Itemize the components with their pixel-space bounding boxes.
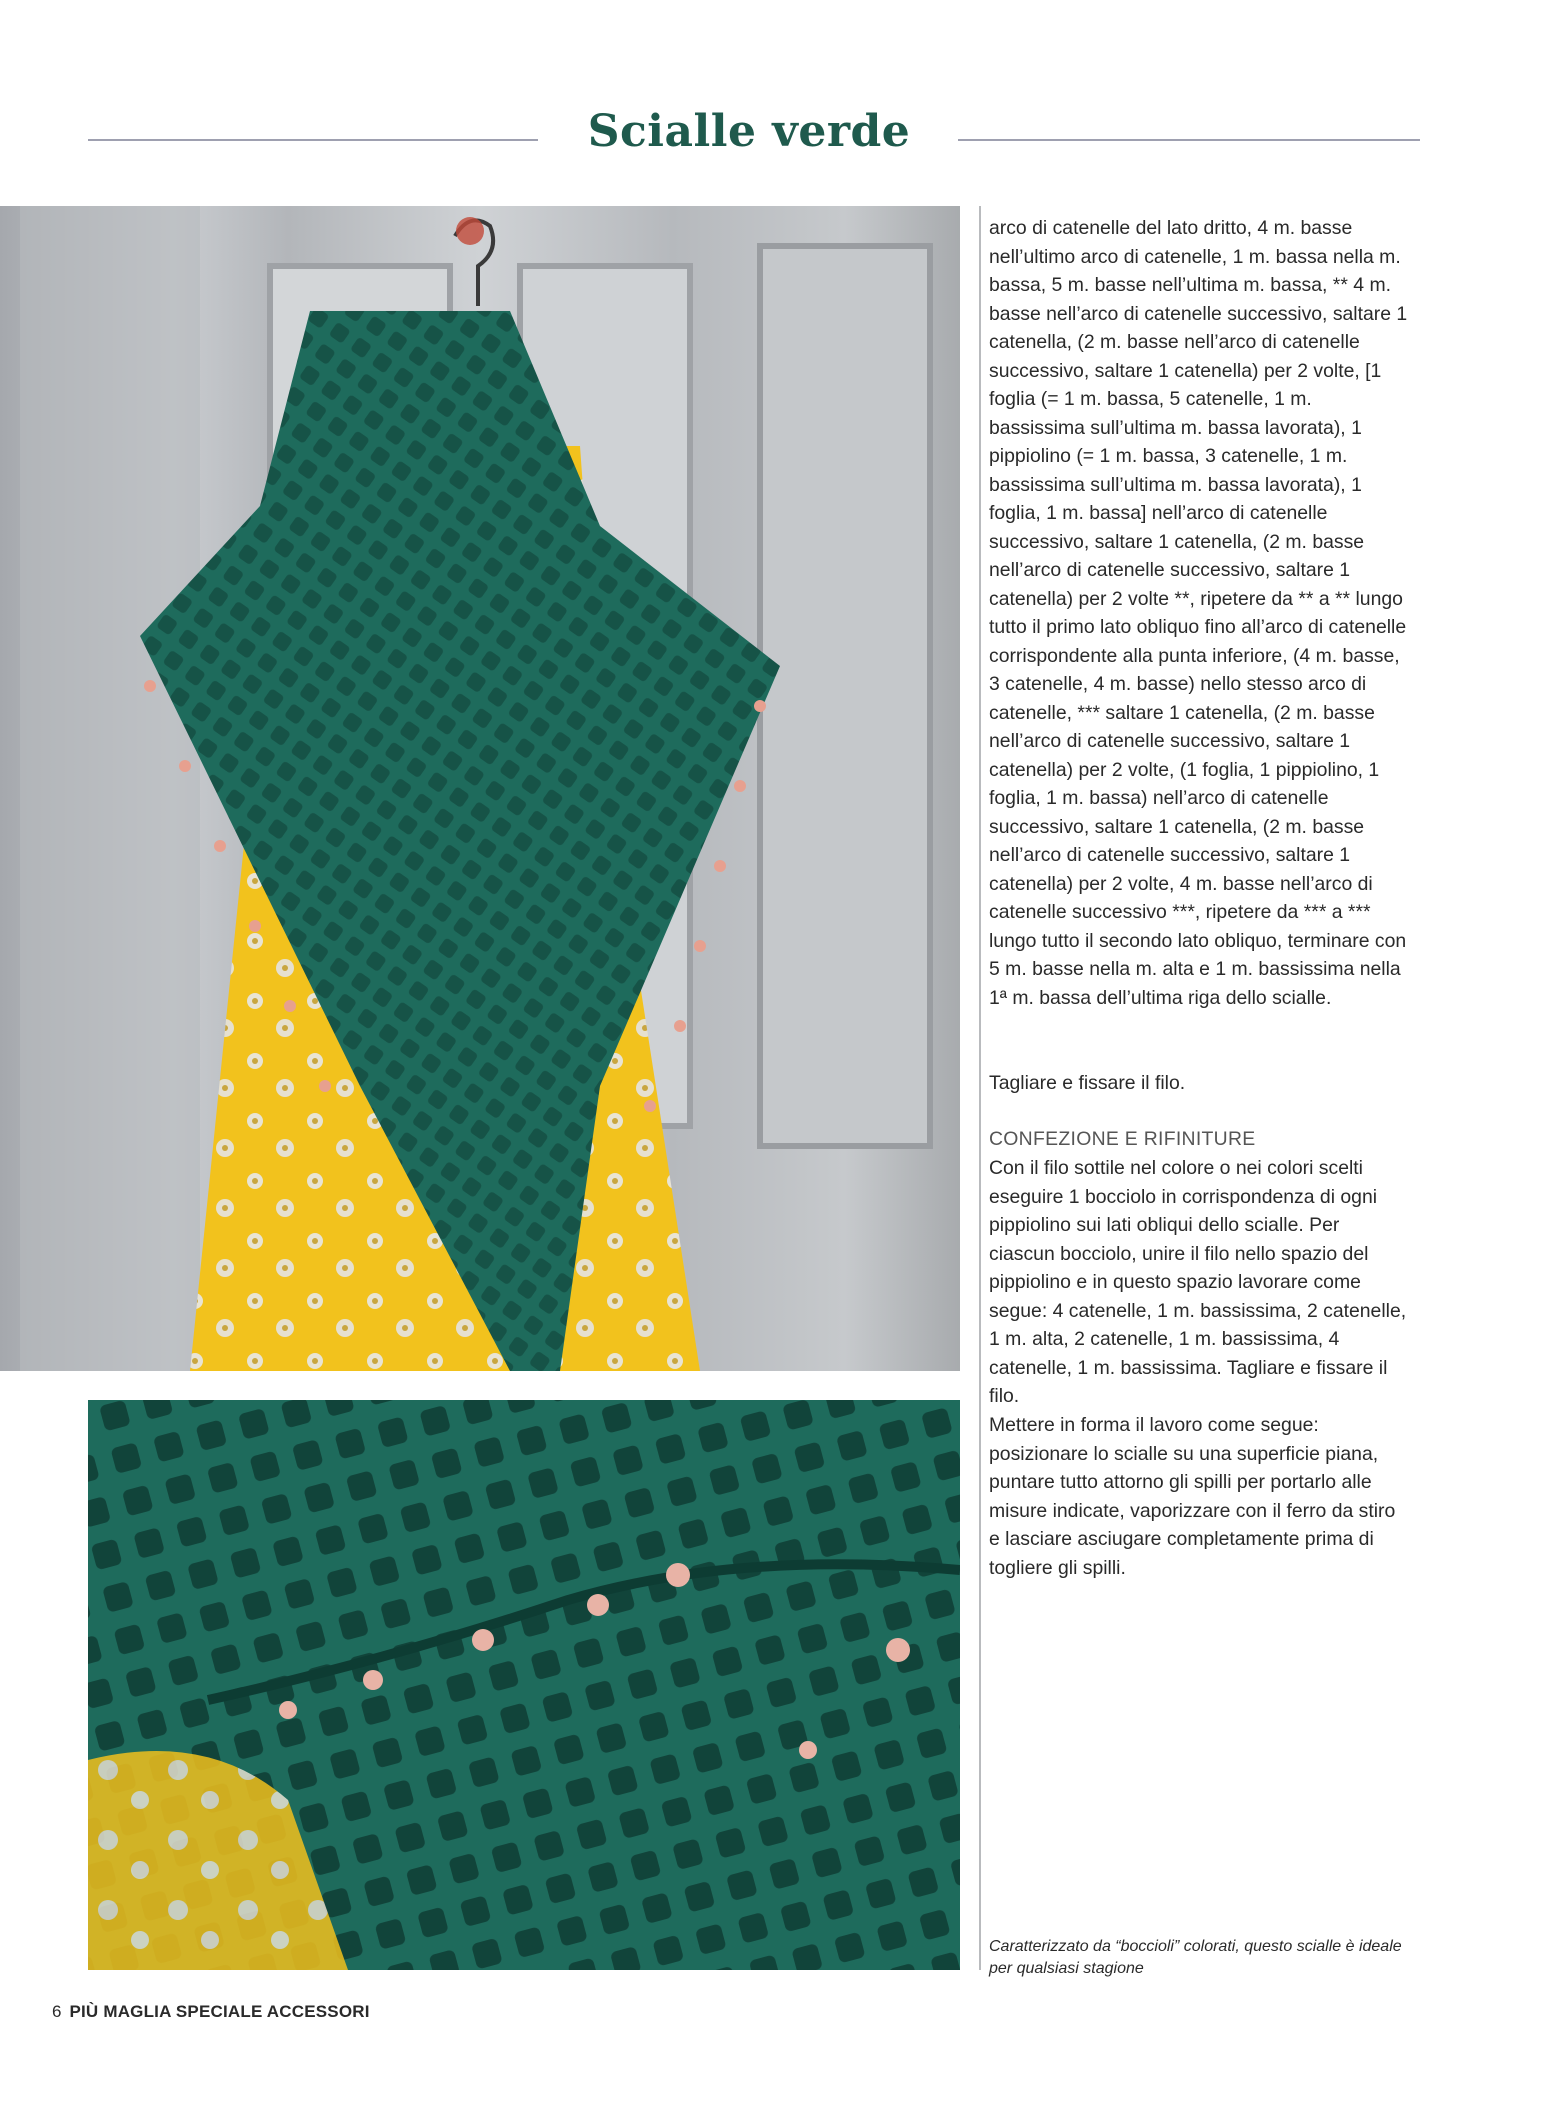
- instructions-paragraph-2: Tagliare e fissare il filo.: [989, 1072, 1186, 1094]
- page-number: 6: [52, 2002, 62, 2021]
- header-rule-right: [958, 139, 1420, 141]
- lace-detail-photo: [88, 1400, 960, 1970]
- photo-caption: Caratterizzato da “boccioli” colorati, questo scialle è ideale per qualsiasi stagione: [989, 1938, 1402, 1977]
- column-divider: [979, 206, 981, 1970]
- finishing-section-heading: CONFEZIONE E RIFINITURE: [989, 1128, 1256, 1150]
- publication-name: PIÙ MAGLIA SPECIALE ACCESSORI: [69, 2002, 370, 2021]
- page-footer: [52, 2002, 370, 2022]
- shawl-hanging-photo: [0, 206, 960, 1371]
- header-rule-left: [88, 139, 538, 141]
- instructions-paragraph-1: arco di catenelle del lato dritto, 4 m. basse nell’ultimo arco di catenelle, 1 m. bassa nella m. bassa, 5 m. basse nell’ultima m. bassa, ** 4 m. basse nell’arco di catenelle successivo, saltare 1 catenella, (2 m. basse nell’arco di catenelle successivo, saltare 1 catenella) per 2 volte, [1 foglia (= 1 m. bassa, 5 catenelle, 1 m. bassissima sull’ultima m. bassa lavorata), 1 pippiolino (= 1 m. bassa, 3 catenelle, 1 m. bassissima sull’ultima m. bassa lavorata), 1 foglia, 1 m. bassa] nell’arco di catenelle successivo, saltare 1 catenella, (2 m. basse nell’arco di catenelle successivo, saltare 1 catenella) per 2 volte **, ripetere da ** a ** lungo tutto il primo lato obliquo fino all’arco di catenelle corrispondente alla punta inferiore, (4 m. basse, 3 catenelle, 4 m. basse) nello stesso arco di catenelle, *** saltare 1 catenella, (2 m. basse nell’arco di catenelle successivo, saltare 1 catenella) per 2 volte, (1 foglia, 1 pippiolino, 1 foglia, 1 m. bassa) nell’arco di catenelle successivo, saltare 1 catenella, (2 m. basse nell’arco di catenelle successivo, saltare 1 catenella) per 2 volte, 4 m. basse nell’arco di catenelle successivo ***, ripetere da *** a *** lungo tutto il secondo lato obliquo, terminare con 5 m. basse nella m. alta e 1 m. bassissima nella 1ª m. bassa dell’ultima riga dello scialle.: [989, 217, 1408, 1009]
- finishing-paragraph-1: Con il filo sottile nel colore o nei colori scelti eseguire 1 bocciolo in corrispondenza di ogni pippiolino sui lati obliqui dello scialle. Per ciascun bocciolo, unire il filo nello spazio del pippiolino e in questo spazio lavorare come segue: 4 catenelle, 1 m. bassissima, 2 catenelle, 1 m. alta, 2 catenelle, 1 m. bassissima, 4 catenelle, 1 m. bassissima. Tagliare e fissare il filo.: [989, 1157, 1407, 1407]
- lace-detail-illustration: [88, 1400, 960, 1970]
- page-title: Scialle verde: [587, 106, 911, 157]
- shawl-hanging-illustration: [0, 206, 960, 1371]
- finishing-paragraph-2: Mettere in forma il lavoro come segue: posizionare lo scialle su una superficie piana, puntare tutto attorno gli spilli per portarlo alle misure indicate, vaporizzare con il ferro da stiro e lasciare asciugare completamente prima di togliere gli spilli.: [989, 1414, 1396, 1579]
